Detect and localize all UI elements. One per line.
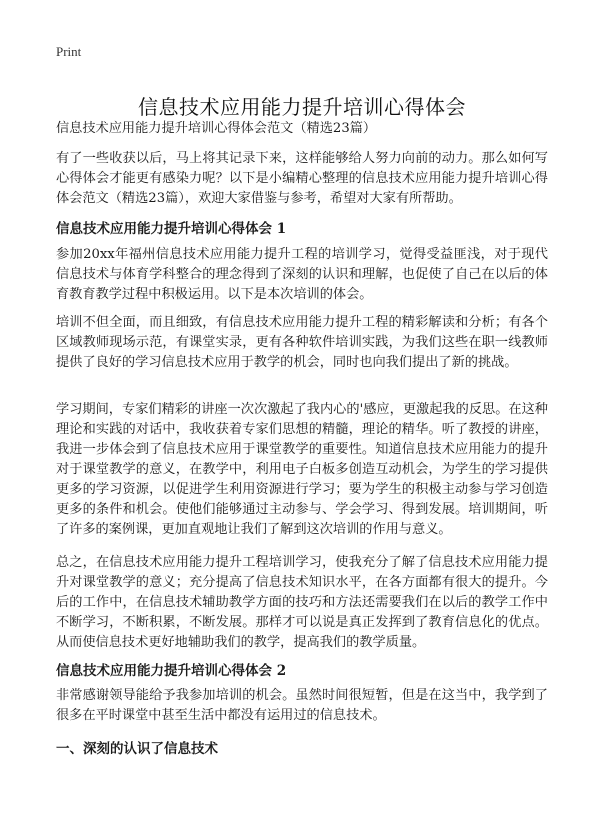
section1-paragraph-2: 培训不但全面，而且细致，有信息技术应用能力提升工程的精彩解读和分析；有各个区域教师现场示范，有课堂实录，更有各种软件培训实践，为我们这些在职一线教师提供了良好的学习信息技术应用于教学的机会，同时也向我们提出了新的挑战。 [56, 315, 548, 370]
page-title: 信息技术应用能力提升培训心得体会 [138, 95, 466, 120]
section2-subheading: 一、深刻的认识了信息技术 [56, 741, 218, 757]
section2-paragraph-1: 非常感谢领导能给予我参加培训的机会。虽然时间很短暂，但是在这当中，我学到了很多在平时课堂中甚至生活中都没有运用过的信息技术。 [56, 688, 548, 723]
section1-paragraph-1: 参加20xx年福州信息技术应用能力提升工程的培训学习，觉得受益匪浅，对于现代信息技术与体育学科整合的理念得到了深刻的认识和理解，也促使了自己在以后的体育教育教学过程中积极运用。以下是本次培训的体会。 [56, 247, 548, 302]
print-link[interactable]: Print [56, 44, 82, 59]
section1-paragraph-4: 总之，在信息技术应用能力提升工程培训学习，使我充分了解了信息技术应用能力提升对课堂教学的意义；充分提高了信息技术知识水平，在各方面都有很大的提升。今后的工作中，在信息技术辅助教学方面的技巧和方法还需要我们在以后的教学工作中不断学习，不断积累，不断发展。那样才可以说是真正发挥到了教育信息化的优点。从而使信息技术更好地辅助我们的教学，提高我们的教学质量。 [56, 555, 548, 650]
subtitle: 信息技术应用能力提升培训心得体会范文（精选23篇） [56, 121, 377, 136]
section1-paragraph-3: 学习期间，专家们精彩的讲座一次次激起了我内心的'感应，更激起我的反思。在这种理论和实践的对话中，我收获着专家们思想的精髓，理论的精华。听了教授的讲座，我进一步体会到了信息技术应用于课堂教学的重要性。知道信息技术应用能力的提升对于课堂教学的意义，在教学中，利用电子白板多创造互动机会，为学生的学习提供更多的学习资源，以促进学生利用资源进行学习；要为学生的积极主动参与学习创造更多的条件和机会。使他们能够通过主动参与、学会学习、得到发展。培训期间，听了许多的案例课，更加直观地让我们了解到这次培训的作用与意义。 [56, 402, 548, 537]
section-heading-2: 信息技术应用能力提升培训心得体会 2 [56, 663, 287, 679]
section-heading-1: 信息技术应用能力提升培训心得体会 1 [56, 221, 287, 237]
intro-paragraph: 有了一些收获以后，马上将其记录下来，这样能够给人努力向前的动力。那么如何写心得体会才能更有感染力呢？以下是小编精心整理的信息技术应用能力提升培训心得体会范文（精选23篇），欢迎大家借鉴与参考，希望对大家有所帮助。 [56, 151, 548, 206]
